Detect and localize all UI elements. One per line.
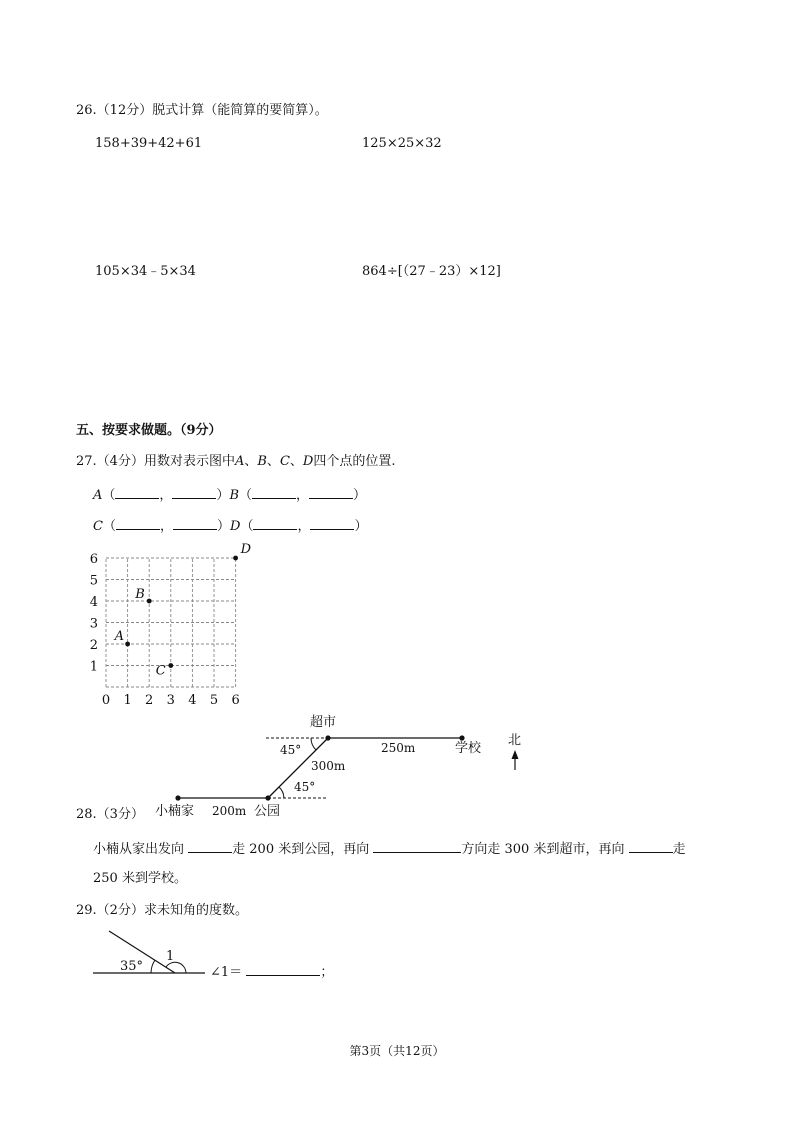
label-angle-bottom: 45° — [294, 780, 316, 794]
y-tick-label: 2 — [89, 638, 98, 653]
comma: ， — [296, 488, 310, 503]
q28-title: 28.（3分） — [76, 807, 144, 822]
comma: ， — [159, 519, 173, 534]
paren-open: （ — [240, 519, 254, 534]
q29-answer-prefix: ∠1＝ — [210, 965, 243, 980]
q27-letter-c: C — [279, 454, 290, 469]
x-tick-label: 6 — [231, 693, 240, 708]
y-tick-label: 5 — [89, 573, 98, 589]
q27-title-suffix: 四个点的位置. — [313, 454, 396, 469]
q27-letter-d: D — [302, 454, 314, 469]
q27-letter-b: B — [257, 454, 267, 469]
q28-sentence-end: 250 米到学校。 — [93, 871, 187, 886]
paren-close: ） — [216, 488, 230, 503]
q27-letter-a: A — [234, 454, 245, 469]
page-footer: 第3页（共12页） — [349, 1044, 445, 1058]
angle-1-label: 1 — [166, 949, 175, 964]
point-label-c: C — [155, 663, 166, 679]
q27-sep-2: 、 — [266, 454, 280, 469]
paren-open: （ — [239, 488, 253, 503]
q28-part-3: 方向走 300 米到超市，再向 — [461, 842, 625, 857]
label-park: 公园 — [254, 804, 281, 819]
answer-label-a: A — [93, 488, 103, 503]
section-title: 五、按要求做题。（9分） — [76, 423, 222, 438]
q28-part-1: 小楠从家出发向 — [93, 842, 185, 857]
answer-label-c: C — [93, 519, 103, 534]
y-tick-label: 6 — [89, 552, 98, 567]
label-school: 学校 — [455, 741, 482, 756]
q27-sep-3: 、 — [289, 454, 303, 469]
label-north: 北 — [508, 733, 522, 748]
comma: ， — [297, 519, 311, 534]
x-tick-label: 2 — [145, 693, 154, 708]
answer-blank-angle[interactable] — [246, 963, 320, 976]
paren-close: ） — [216, 519, 230, 534]
y-tick-label: 4 — [89, 595, 98, 610]
paren-close: ） — [354, 519, 368, 534]
comma: ， — [159, 488, 173, 503]
paren-open: （ — [102, 488, 116, 503]
answer-label-b: B — [229, 488, 239, 503]
y-tick-label: 3 — [89, 616, 98, 632]
point-label-a: A — [114, 629, 124, 644]
q27-sep-1: 、 — [244, 454, 258, 469]
label-angle-top: 45° — [280, 743, 302, 757]
paren-close: ） — [353, 488, 367, 503]
q26-expr-1: 158+39+42+61 — [95, 136, 203, 151]
q27-title-prefix: 27.（4分）用数对表示图中 — [76, 454, 235, 469]
q29-title: 29.（2分）求未知角的度数。 — [76, 903, 248, 918]
x-tick-label: 1 — [123, 693, 132, 708]
point-label-d: D — [240, 542, 252, 557]
point-label-b: B — [135, 587, 145, 602]
label-dist-300: 300m — [311, 759, 346, 773]
x-tick-label: 0 — [101, 693, 111, 708]
q29-answer-suffix: ； — [320, 965, 334, 980]
y-tick-label: 1 — [89, 659, 98, 675]
angle-arc-35 — [151, 960, 155, 973]
x-tick-label: 4 — [188, 693, 197, 708]
angle-35-label: 35° — [120, 959, 144, 974]
answer-label-d: D — [230, 519, 241, 534]
paren-open: （ — [102, 519, 116, 534]
label-supermarket: 超市 — [310, 715, 337, 730]
label-dist-250: 250m — [381, 741, 416, 755]
q26-expr-4: 864÷[（27﹣23）×12] — [362, 264, 501, 279]
label-home: 小楠家 — [155, 804, 195, 819]
q26-expr-3: 105×34﹣5×34 — [95, 264, 196, 279]
q26-title: 26.（12分）脱式计算（能简算的要简算）。 — [76, 103, 328, 118]
x-tick-label: 5 — [209, 693, 219, 708]
x-tick-label: 3 — [166, 693, 175, 708]
q26-expr-2: 125×25×32 — [362, 136, 442, 151]
q28-part-4: 走 — [672, 842, 686, 857]
q28-part-2: 走 200 米到公园，再向 — [232, 842, 370, 857]
q29-answer — [210, 963, 333, 981]
label-dist-200: 200m — [212, 804, 247, 818]
